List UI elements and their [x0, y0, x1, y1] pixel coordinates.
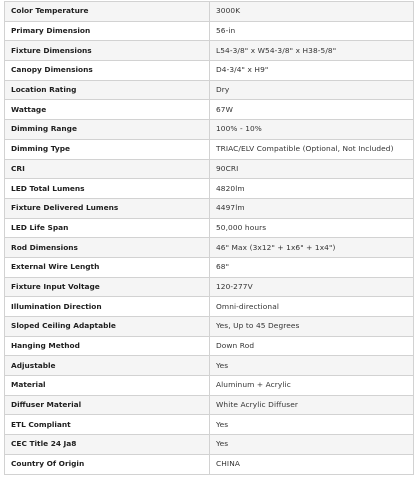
spec-label: Country Of Origin [5, 454, 210, 474]
spec-row [5, 139, 414, 159]
spec-row [5, 120, 414, 140]
spec-label: Fixture Dimensions [5, 41, 210, 61]
spec-label: Hanging Method [5, 336, 210, 356]
spec-value: D4-3/4" x H9" [210, 61, 414, 81]
spec-row [5, 2, 414, 22]
spec-label: Rod Dimensions [5, 238, 210, 258]
spec-row [5, 238, 414, 258]
spec-value: Yes [210, 435, 414, 455]
spec-value: Down Rod [210, 336, 414, 356]
spec-label: Primary Dimension [5, 21, 210, 41]
spec-value: 3000K [210, 2, 414, 22]
spec-row [5, 100, 414, 120]
spec-row [5, 80, 414, 100]
spec-value: CHINA [210, 454, 414, 474]
spec-row [5, 297, 414, 317]
spec-value: L54-3/8" x W54-3/8" x H38-5/8" [210, 41, 414, 61]
spec-row [5, 415, 414, 435]
spec-row [5, 376, 414, 396]
spec-row [5, 61, 414, 81]
spec-value: 100% - 10% [210, 120, 414, 140]
spec-value: 50,000 hours [210, 218, 414, 238]
spec-value: Yes, Up to 45 Degrees [210, 317, 414, 337]
spec-label: Sloped Ceiling Adaptable [5, 317, 210, 337]
spec-label: CRI [5, 159, 210, 179]
spec-row [5, 395, 414, 415]
spec-value: 4497lm [210, 198, 414, 218]
spec-value: White Acrylic Diffuser [210, 395, 414, 415]
spec-row [5, 317, 414, 337]
spec-value: Yes [210, 356, 414, 376]
spec-label: ETL Compliant [5, 415, 210, 435]
spec-value: Yes [210, 415, 414, 435]
spec-row [5, 257, 414, 277]
spec-label: Material [5, 376, 210, 396]
spec-value: 68" [210, 257, 414, 277]
spec-label: Diffuser Material [5, 395, 210, 415]
spec-label: Dimming Range [5, 120, 210, 140]
spec-row [5, 356, 414, 376]
spec-row [5, 159, 414, 179]
specifications-table-body [5, 2, 414, 475]
spec-value: Omni-directional [210, 297, 414, 317]
spec-label: Wattage [5, 100, 210, 120]
spec-row [5, 41, 414, 61]
spec-value: TRIAC/ELV Compatible (Optional, Not Included) [210, 139, 414, 159]
spec-row [5, 336, 414, 356]
specifications-table [4, 1, 414, 475]
spec-row [5, 218, 414, 238]
spec-value: 46" Max (3x12" + 1x6" + 1x4") [210, 238, 414, 258]
spec-label: Fixture Input Voltage [5, 277, 210, 297]
spec-value: 120-277V [210, 277, 414, 297]
spec-label: Dimming Type [5, 139, 210, 159]
spec-value: 67W [210, 100, 414, 120]
spec-row [5, 454, 414, 474]
spec-label: Color Temperature [5, 2, 210, 22]
spec-label: LED Total Lumens [5, 179, 210, 199]
spec-label: Fixture Delivered Lumens [5, 198, 210, 218]
spec-row [5, 277, 414, 297]
spec-row [5, 435, 414, 455]
spec-value: Aluminum + Acrylic [210, 376, 414, 396]
spec-label: External Wire Length [5, 257, 210, 277]
spec-label: LED Life Span [5, 218, 210, 238]
spec-label: Illumination Direction [5, 297, 210, 317]
spec-value: 4820lm [210, 179, 414, 199]
spec-value: Dry [210, 80, 414, 100]
spec-label: Adjustable [5, 356, 210, 376]
spec-label: CEC Title 24 Ja8 [5, 435, 210, 455]
spec-value: 56-in [210, 21, 414, 41]
spec-row [5, 179, 414, 199]
spec-row [5, 198, 414, 218]
spec-value: 90CRI [210, 159, 414, 179]
spec-label: Canopy Dimensions [5, 61, 210, 81]
spec-row [5, 21, 414, 41]
spec-label: Location Rating [5, 80, 210, 100]
